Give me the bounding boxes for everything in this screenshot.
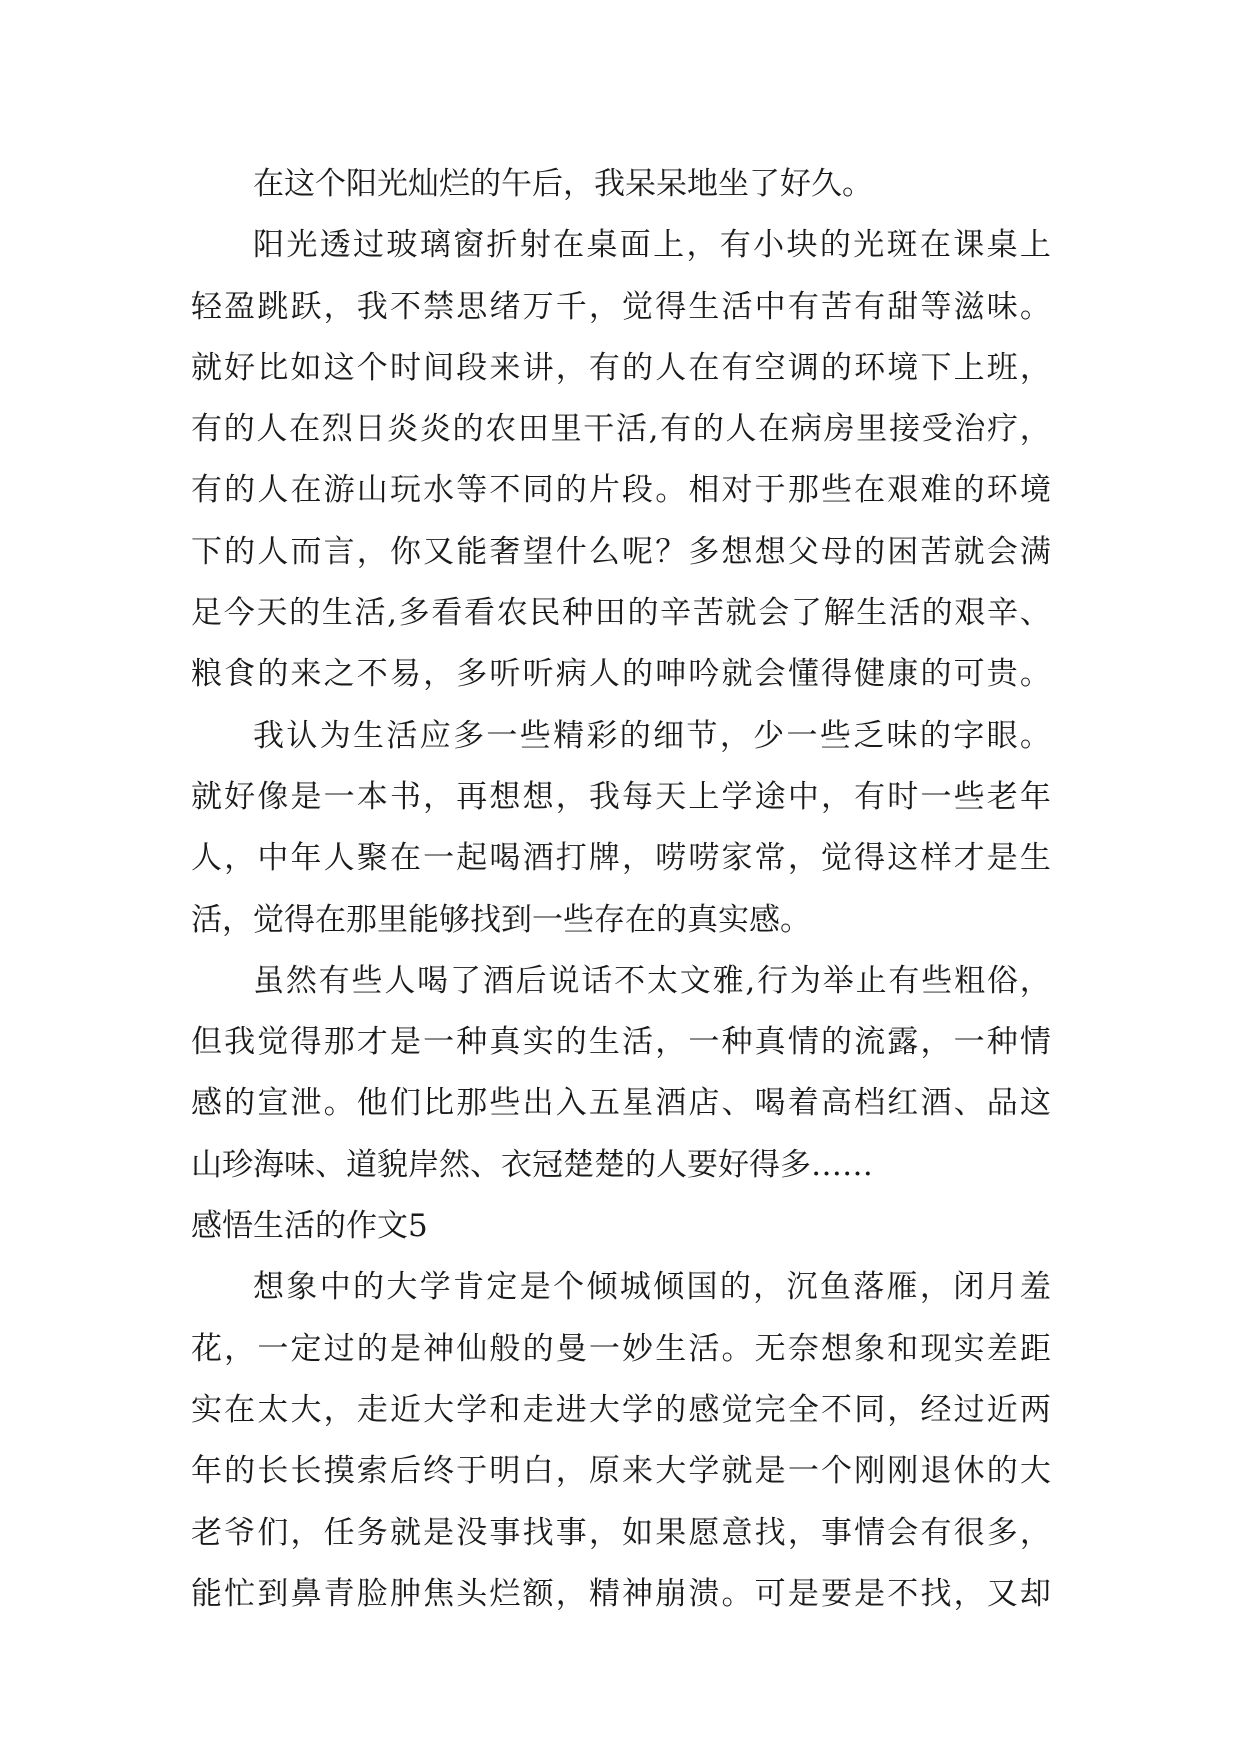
text-line: 花 ， 一 定 过 的 是 神 仙 般 的 曼 一 妙 生 活 。 无 奈 想 象 和 现 实 差 距: [191, 1330, 1051, 1367]
text-line: 实 在 太 大 ， 走 近 大 学 和 走 进 大 学 的 感 觉 完 全 不 同 ， 经 过 近 两: [191, 1391, 1051, 1428]
text-line: 能 忙 到 鼻 青 脸 肿 焦 头 烂 额 ， 精 神 崩 溃 。 可 是 要 是 不 找 ， 又 却: [191, 1575, 1051, 1612]
text-line: 虽 然 有 些 人 喝 了 酒 后 说 话 不 太 文 雅 , 行 为 举 止 有 些 粗 俗 ，: [253, 962, 1051, 999]
text-line: 下 的 人 而 言 ， 你 又 能 奢 望 什 么 呢 ？ 多 想 想 父 母 的 困 苦 就 会 满: [191, 533, 1051, 570]
text-line: 阳 光 透 过 玻 璃 窗 折 射 在 桌 面 上 ， 有 小 块 的 光 斑 在 课 桌 上: [253, 227, 1051, 264]
text-line: 活，觉得在那里能够找到一些存在的真实感。: [191, 901, 811, 938]
text-line: 山珍海味、道貌岸然、衣冠楚楚的人要好得多……: [191, 1146, 873, 1183]
text-line: 但 我 觉 得 那 才 是 一 种 真 实 的 生 活 ， 一 种 真 情 的 流 露 ， 一 种 情: [191, 1024, 1051, 1061]
section-heading: 感悟生活的作文5: [191, 1208, 428, 1245]
text-line: 就 好 比 如 这 个 时 间 段 来 讲 ， 有 的 人 在 有 空 调 的 环 境 下 上 班 ，: [191, 349, 1051, 386]
text-line: 感 的 宣 泄 。 他 们 比 那 些 出 入 五 星 酒 店 、 喝 着 高 档 红 酒 、 品 这: [191, 1085, 1051, 1122]
text-line: 在这个阳光灿烂的午后，我呆呆地坐了好久。: [253, 166, 873, 202]
text-line: 轻 盈 跳 跃 ， 我 不 禁 思 绪 万 千 ， 觉 得 生 活 中 有 苦 有 甜 等 滋 味 。: [191, 288, 1051, 325]
text-line: 年 的 长 长 摸 索 后 终 于 明 白 ， 原 来 大 学 就 是 一 个 刚 刚 退 休 的 大: [191, 1453, 1051, 1490]
text-line: 老 爷 们 ， 任 务 就 是 没 事 找 事 ， 如 果 愿 意 找 ， 事 情 会 有 很 多 ，: [191, 1514, 1051, 1551]
text-line: 足 今 天 的 生 活 , 多 看 看 农 民 种 田 的 辛 苦 就 会 了 解 生 活 的 艰 辛 、: [191, 595, 1051, 632]
text-line: 就 好 像 是 一 本 书 ， 再 想 想 ， 我 每 天 上 学 途 中 ， 有 时 一 些 老 年: [191, 778, 1051, 815]
text-line: 想 象 中 的 大 学 肯 定 是 个 倾 城 倾 国 的 ， 沉 鱼 落 雁 ， 闭 月 羞: [253, 1269, 1051, 1306]
text-line: 有 的 人 在 烈 日 炎 炎 的 农 田 里 干 活 , 有 的 人 在 病 房 里 接 受 治 疗 ，: [191, 411, 1051, 448]
text-line: 有 的 人 在 游 山 玩 水 等 不 同 的 片 段 。 相 对 于 那 些 在 艰 难 的 环 境: [191, 472, 1051, 509]
document-body: [191, 154, 1051, 1625]
text-line: 我 认 为 生 活 应 多 一 些 精 彩 的 细 节 ， 少 一 些 乏 味 的 字 眼 。: [253, 717, 1051, 754]
text-line: 粮 食 的 来 之 不 易 ， 多 听 听 病 人 的 呻 吟 就 会 懂 得 健 康 的 可 贵 。: [191, 656, 1051, 693]
text-line: 人 ， 中 年 人 聚 在 一 起 喝 酒 打 牌 ， 唠 唠 家 常 ， 觉 得 这 样 才 是 生: [191, 840, 1051, 877]
